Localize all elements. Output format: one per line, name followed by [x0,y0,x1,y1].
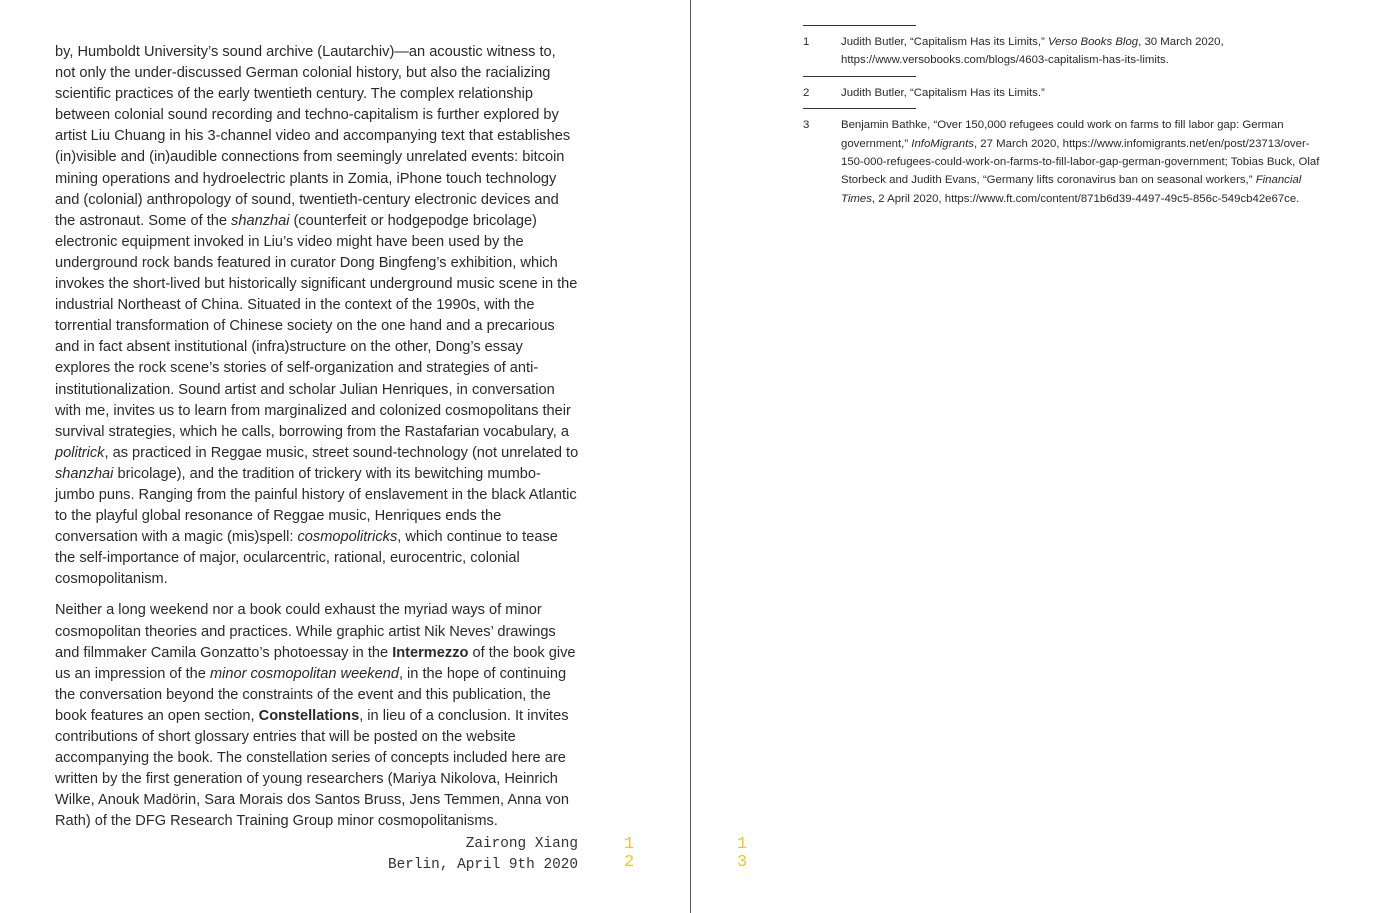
page-number-digit: 1 [624,835,635,854]
signature-author: Zairong Xiang [465,836,578,852]
text-run: , 30 March 2020, https://www.versobooks.com/blogs/4603-capitalism-has-its-limits. [841,36,1224,67]
italic-term: shanzhai [231,212,290,229]
text-run: Benjamin Bathke, “Over 150,000 refugees could work on farms to fill labor gap: German government,” [841,119,1284,150]
left-page-body [55,42,580,842]
signature-place-date: Berlin, April 9th 2020 [388,857,578,873]
text-run: of the book give us an impression of the [55,644,576,682]
body-paragraph-1 [55,42,580,590]
bold-section-name: Intermezzo [392,644,469,661]
footnote-number: 1 [803,36,810,48]
page-number-right [737,836,753,872]
italic-title: InfoMigrants [911,137,974,150]
body-paragraph-2 [55,600,580,832]
text-run: (counterfeit or hodgepodge bricolage) electronic equipment invoked in Liu’s video might have been used by the underground rock bands featured in curator Dong Bingfeng’s exhibition, which invokes the short-lived but historically significant underground music scene in the industrial Northeast of China. Situated in the context of the 1990s, with the torrential transformation of Chinese society on the one hand and a precarious and in fact absent institutional (infra)structure on the other, Dong’s essay explores the rock scene’s stories of self-organization and strategies of anti-institutionalization. Sound artist and scholar Julian Henriques, in conversation with me, invites us to learn from marginalized and colonized cosmopolitans their survival strategies, which he calls, borrowing from the Rastafarian vocabulary, a [55,212,578,440]
text-run: , in lieu of a conclusion. It invites contributions of short glossary entries that will be posted on the website accompanying the book. The constellation series of concepts included here are written by the first generation of young researchers (Mariya Nikolova, Heinrich Wilke, Anouk Madörin, Sara Morais dos Santos Bruss, Jens Temmen, Anna von Rath) of the DFG Research Training Group minor cosmopolitanisms. [55,707,570,830]
italic-title: Verso Books Blog [1048,36,1139,48]
bold-section-name: Constellations [258,707,360,724]
footnote-number: 3 [803,119,810,132]
text-run: Neither a long weekend nor a book could exhaust the myriad ways of minor cosmopolitan theories and practices. While graphic artist Nik Neves’ drawings and filmmaker Camila Gonzatto’s photoessay in the [55,602,556,661]
footnote-2 [803,77,1323,108]
page-number-digit: 2 [624,853,635,872]
footnote-text [841,116,1323,208]
text-run: , in the hope of continuing the conversation beyond the constraints of the event and this publication, the book features an open section, [55,665,567,724]
text-run: , 27 March 2020, https://www.infomigrants.net/en/post/23713/over-150-000-refugees-could-work-on-farms-to-fill-labor-gap-german-government; Tobias Buck, Olaf Storbeck and Judith Evans, “Germany lifts coronavirus ban on seasonal workers,” [841,137,1320,187]
page-number-digit: 1 [737,835,748,854]
text-run: by, Humboldt University’s sound archive (Lautarchiv)—an acoustic witness to, not only the under-discussed German colonial history, but also the racializing scientific practices of the early twentieth century. The complex relationship between colonial sound recording and techno-capitalism is further explored by artist Liu Chuang in his 3-channel video and accompanying text that establishes (in)visible and (in)audible connections from seemingly unrelated events: bitcoin mining operations and hydroelectric plants in Zomia, iPhone touch technology and (colonial) anthropology of sound, twentieth-century electronic devices and the astronaut. Some of the [55,44,571,229]
italic-term: cosmopolitricks [297,529,398,546]
italic-term: minor cosmopolitan weekend [209,665,399,682]
footnote-text [841,84,1323,102]
page-number-left [624,836,640,872]
page-number-digit: 3 [737,853,748,872]
text-run: , 2 April 2020, https://www.ft.com/content/871b6d39-4497-49c5-856c-549cb42e67ce. [871,192,1300,205]
footnote-number: 2 [803,86,810,99]
signature-block [330,834,578,876]
italic-term: shanzhai [55,465,114,482]
book-spine-divider [690,0,691,913]
footnotes-section [803,25,1323,214]
text-run: , as practiced in Reggae music, street sound-technology (not unrelated to [104,444,579,461]
text-run: bricolage), and the tradition of trickery with its bewitching mumbo-jumbo puns. Ranging from the painful history of enslavement in the black Atlantic to the playful global resonance of Reggae music, Henriques ends the conversation with a magic (mis)spell: [55,465,577,546]
footnote-text [841,33,1323,70]
italic-title: Financial Times [841,174,1302,205]
text-run: , which continue to tease the self-importance of major, ocularcentric, rational, eurocentric, colonial cosmopolitanism. [55,529,558,588]
italic-term: politrick [55,444,105,461]
footnote-3 [803,109,1323,214]
text-run: Judith Butler, “Capitalism Has its Limits.” [841,86,1045,99]
text-run: Judith Butler, “Capitalism Has its Limits,” [841,36,1048,48]
footnote-1 [803,26,1323,76]
